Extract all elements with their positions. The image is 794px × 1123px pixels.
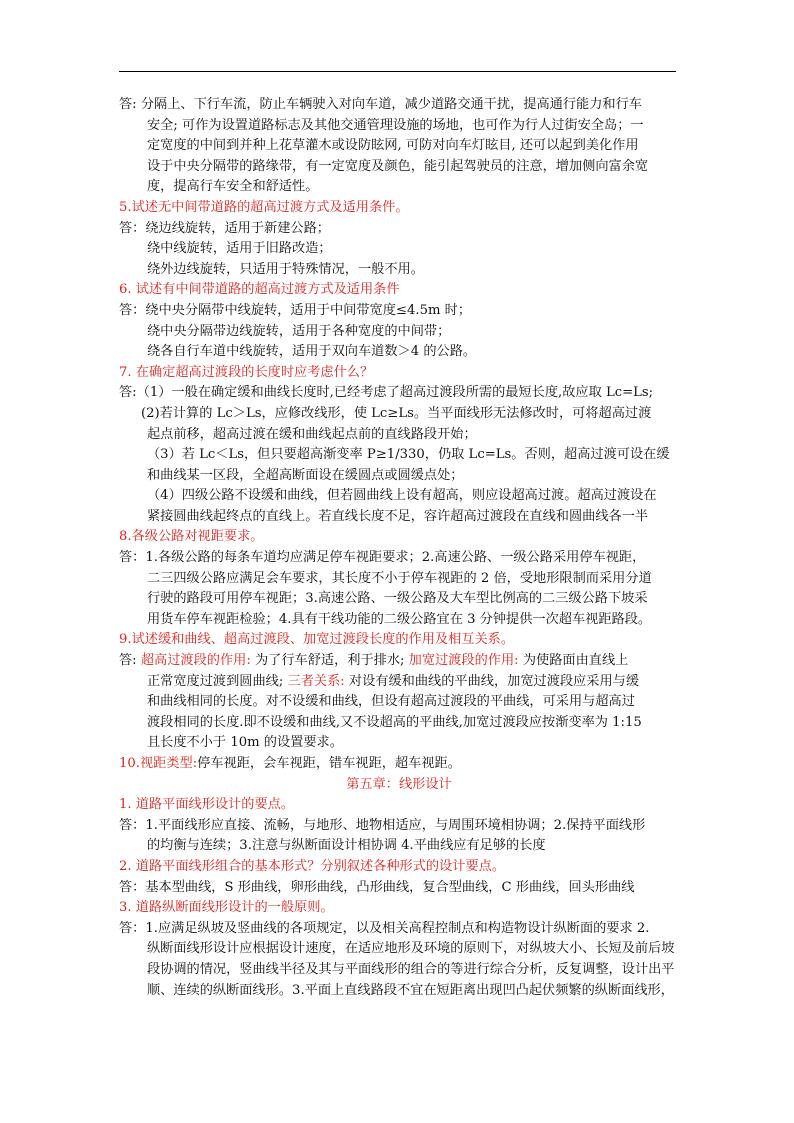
body-text: 为了行车舒适，利于排水;	[250, 653, 409, 669]
body-text: 起点前移，超高过渡在缓和曲线起点前的直线路段开始；	[147, 426, 477, 442]
text-line-l28	[119, 651, 679, 672]
body-text: 和曲线某一区段，全超高断面设在缓圆点或圆缓点处；	[147, 467, 464, 483]
body-text: 段协调的情况，竖曲线半径及其与平面线形的组合的等进行综合分析，反复调整，设计出平	[147, 961, 675, 977]
body-text: 行驶的路段可用停车视距；3.高速公路、一级公路及大车型比例高的二三级公路下坡采	[147, 591, 648, 607]
document-body	[119, 95, 679, 1001]
text-line-l21	[119, 507, 679, 528]
heading-text: 2. 道路平面线形组合的基本形式？分别叙述各种形式的设计要点。	[119, 858, 506, 874]
body-text: 答: 分隔上、下行车流，防止车辆驶入对向车道，减少道路交通干扰，提高通行能力和行车	[119, 97, 642, 112]
text-line-l30	[119, 692, 679, 713]
heading-text: 8.各级公路对视距要求。	[119, 529, 264, 545]
text-line-l08	[119, 239, 679, 260]
text-line-l43	[119, 960, 679, 981]
body-text: 对设有缓和曲线的平曲线，加宽过渡段应采用与缓	[344, 673, 640, 689]
text-line-l03	[119, 136, 679, 157]
text-line-l07	[119, 219, 679, 240]
heading-text: 三者关系:	[287, 673, 345, 689]
text-line-l34	[119, 775, 679, 796]
text-line-l37	[119, 836, 679, 857]
body-text: 纵断面线形设计应根据设计速度，在适应地形及环境的原则下，对纵坡大小、长短及前后坡	[147, 941, 675, 957]
body-text: 答：1.应满足纵坡及竖曲线的各项规定，以及相关高程控制点和构造物设计纵断面的要求 2.	[119, 920, 650, 936]
body-text: 安全; 可作为设置道路标志及其他交通管理设施的场地，也可作为行人过街安全岛；一	[147, 117, 644, 133]
body-text: 答:（1）一般在确定缓和曲线长度时,已经考虑了超高过渡段所需的最短长度,故应取 Lc=Ls;	[119, 385, 654, 401]
heading-text: 加宽过渡段的作用:	[408, 653, 519, 669]
body-text: 正常宽度过渡到圆曲线;	[147, 673, 288, 689]
body-text: 用货车停车视距检验；4.具有干线功能的二级公路宜在 3 分钟提供一次超车视距路段。	[147, 611, 652, 627]
body-text: 答：基本型曲线，S 形曲线，卵形曲线，凸形曲线，复合型曲线，C 形曲线，回头形曲线	[119, 879, 635, 895]
text-line-l11	[119, 301, 679, 322]
text-line-l26	[119, 610, 679, 631]
body-text: 答:	[119, 653, 141, 669]
body-text: （3）若 Lc＜Ls，但只要超高渐变率 P≥1/330，仍取 Lc=Ls。否则，超高过渡可设在缓	[147, 447, 670, 463]
body-text: 停车视距，会车视距，错车视距，超车视距。	[197, 756, 461, 771]
text-line-l14	[119, 363, 679, 384]
body-text: 顺、连续的纵断面线形。3.平面上直线路段不宜在短距离出现凹凸起伏频繁的纵断面线形，	[147, 982, 674, 998]
body-text: 设于中央分隔带的路缘带，有一定宽度及颜色，能引起驾驶员的注意，增加侧向富余宽	[147, 158, 649, 174]
text-line-l04	[119, 157, 679, 178]
text-line-l36	[119, 816, 679, 837]
body-text: 绕中央分隔带边线旋转，适用于各种宽度的中间带；	[147, 323, 451, 339]
text-line-l25	[119, 589, 679, 610]
body-text: 且长度不小于 10m 的设置要求。	[147, 735, 343, 751]
body-text: 绕中线旋转，适用于旧路改造；	[147, 241, 332, 257]
text-line-l16	[119, 404, 679, 425]
body-text: 的均衡与连续；3.注意与纵断面设计相协调 4.平曲线应有足够的长度	[147, 838, 546, 854]
text-line-l39	[119, 878, 679, 899]
body-text: 答：1.平面线形应直接、流畅，与地形、地物相适应，与周围环境相协调；2.保持平面线形	[119, 817, 646, 833]
text-line-l02	[119, 116, 679, 137]
header-rule	[119, 71, 676, 72]
body-text: (2)若计算的 Lc＞Ls，应修改线形，使 Lc≥Ls。当平面线形无法修改时，可将超高过渡	[141, 405, 652, 421]
heading-text: 10.视距类型:	[119, 756, 198, 771]
text-line-l15	[119, 383, 679, 404]
body-text: 绕外边线旋转，只适用于特殊情况，一般不用。	[147, 261, 424, 277]
text-line-l06	[119, 198, 679, 219]
body-text: 定宽度的中间到并种上花草灌木或设防眩网, 可防对向车灯眩目, 还可以起到美化作用	[147, 138, 639, 154]
body-text: 紧接圆曲线起终点的直线上。若直线长度不足，容许超高过渡段在直线和圆曲线各一半	[147, 508, 649, 524]
heading-text: 第五章：线形设计	[346, 776, 452, 792]
text-line-l24	[119, 569, 679, 590]
body-text: 答：绕边线旋转，适用于新建公路；	[119, 220, 330, 236]
text-line-l23	[119, 548, 679, 569]
text-line-l05	[119, 177, 679, 198]
text-line-l22	[119, 527, 679, 548]
heading-text: 7. 在确定超高过渡段的长度时应考虑什么？	[119, 364, 374, 380]
body-text: 度，提高行车安全和舒适性。	[147, 179, 319, 195]
body-text: 为使路面由直线上	[518, 653, 629, 669]
text-line-l13	[119, 342, 679, 363]
heading-text: 3. 道路纵断面线形设计的一般原则。	[119, 900, 334, 916]
body-text: （4）四级公路不设缓和曲线，但若圆曲线上设有超高，则应设超高过渡。超高过渡设在	[147, 488, 657, 504]
heading-text: 超高过渡段的作用:	[140, 653, 251, 669]
heading-text: 5.试述无中间带道路的超高过渡方式及适用条件。	[119, 199, 409, 215]
body-text: 绕各自行车道中线旋转，适用于双向车道数＞4 的公路。	[147, 344, 477, 360]
text-line-l42	[119, 939, 679, 960]
text-line-l40	[119, 898, 679, 919]
heading-text: 9.试述缓和曲线、超高过渡段、加宽过渡段长度的作用及相互关系。	[119, 632, 515, 648]
text-line-l44	[119, 981, 679, 1002]
text-line-l19	[119, 466, 679, 487]
body-text: 答：绕中央分隔带中线旋转，适用于中间带宽度≤4.5m 时；	[119, 302, 472, 318]
text-line-l41	[119, 919, 679, 940]
text-line-l17	[119, 425, 679, 446]
text-line-l29	[119, 672, 679, 693]
text-line-l09	[119, 260, 679, 281]
body-text: 答：1.各级公路的每条车道均应满足停车视距要求；2.高速公路、一级公路采用停车视距，	[119, 550, 646, 566]
text-line-l32	[119, 733, 679, 754]
body-text: 和曲线相同的长度。对不设缓和曲线，但设有超高过渡段的平曲线，可采用与超高过	[147, 694, 635, 710]
heading-text: 6. 试述有中间带道路的超高过渡方式及适用条件	[119, 282, 400, 298]
heading-text: 1. 道路平面线形设计的要点。	[119, 797, 295, 813]
body-text: 二三四级公路应满足会车要求，其长度不小于停车视距的 2 倍，受地形限制而采用分道	[147, 570, 652, 586]
text-line-l10	[119, 280, 679, 301]
text-line-l20	[119, 486, 679, 507]
text-line-l01	[119, 95, 679, 116]
text-line-l18	[119, 445, 679, 466]
text-line-l38	[119, 857, 679, 878]
text-line-l33	[119, 754, 679, 775]
text-line-l31	[119, 713, 679, 734]
text-line-l35	[119, 795, 679, 816]
text-line-l27	[119, 630, 679, 651]
text-line-l12	[119, 322, 679, 343]
body-text: 渡段相同的长度.即不设缓和曲线,又不设超高的平曲线,加宽过渡段应按渐变率为 1:15	[147, 714, 642, 730]
